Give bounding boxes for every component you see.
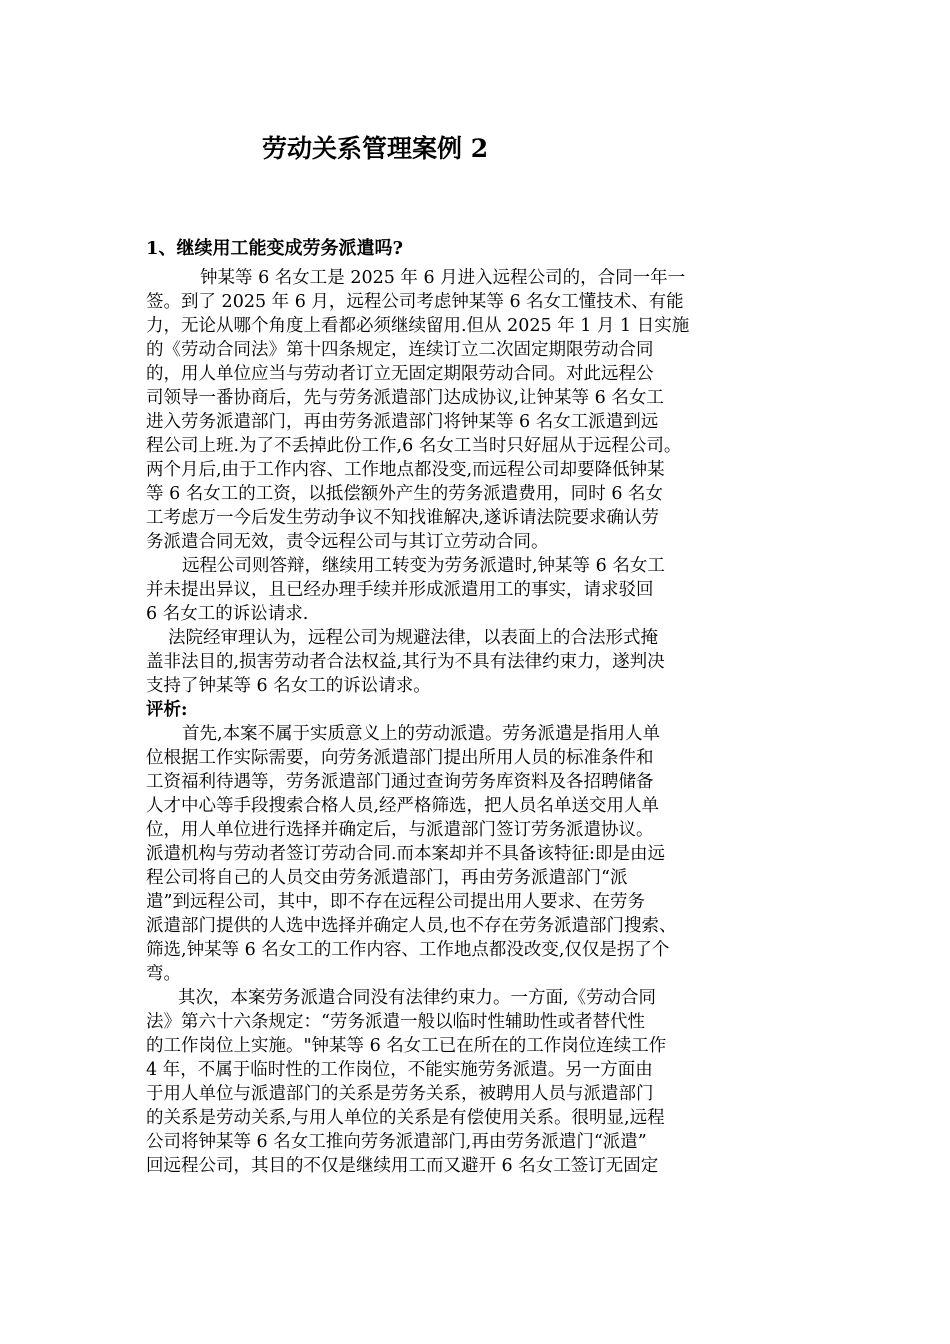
body-line: 6 名女工的诉讼请求. — [146, 604, 309, 624]
body-line: 远程公司则答辩，继续用工转变为劳务派遣时,钟某等 6 名女工 — [182, 556, 665, 576]
body-line: 程公司将自己的人员交由劳务派遣部门，再由劳务派遣部门“派 — [146, 868, 628, 888]
body-line: 派遣机构与劳动者签订劳动合同.而本案却并不具备该特征:即是由远 — [146, 844, 665, 864]
body-line: 位根据工作实际需要，向劳务派遣部门提出所用人员的标准条件和 — [146, 748, 654, 768]
body-line: 两个月后,由于工作内容、工作地点都没变,而远程公司却要降低钟某 — [146, 460, 665, 480]
body-line: 弯。 — [146, 964, 181, 984]
body-line: 首先,本案不属于实质意义上的劳动派遣。劳务派遣是指用人单 — [182, 724, 661, 744]
body-line: 派遣部门提供的人选中选择并确定人员,也不存在劳务派遣部门搜索、 — [146, 916, 677, 936]
body-line: 筛选,钟某等 6 名女工的工作内容、工作地点都没改变,仅仅是拐了个 — [146, 940, 670, 960]
body-line: 的工作岗位上实施。"钟某等 6 名女工已在所在的工作岗位连续工作 — [146, 1036, 667, 1056]
body-line: 的，用人单位应当与劳动者订立无固定期限劳动合同。对此远程公 — [146, 364, 654, 384]
body-line: 的《劳动合同法》第十四条规定，连续订立二次固定期限劳动合同 — [146, 340, 654, 360]
body-line: 工考虑万一今后发生劳动争议不知找谁解决,遂诉请法院要求确认劳 — [146, 508, 660, 528]
body-line: 司领导一番协商后，先与劳务派遣部门达成协议,让钟某等 6 名女工 — [146, 388, 664, 408]
body-line: 并未提出异议，且已经办理手续并形成派遣用工的事实，请求驳回 — [146, 580, 654, 600]
body-line: 位，用人单位进行选择并确定后，与派遣部门签订劳务派遣协议。 — [146, 820, 654, 840]
analysis-heading: 评析: — [146, 700, 188, 720]
body-line: 法》第六十六条规定：“劳务派遣一般以临时性辅助性或者替代性 — [146, 1012, 645, 1032]
body-line: 4 年，不属于临时性的工作岗位，不能实施劳务派遣。另一方面由 — [146, 1060, 653, 1080]
section-heading: 1、继续用工能变成劳务派遣吗? — [146, 238, 404, 259]
body-line: 程公司上班.为了不丢掉此份工作,6 名女工当时只好屈从于远程公司。 — [146, 436, 682, 456]
body-line: 盖非法目的,损害劳动者合法权益,其行为不具有法律约束力，遂判决 — [146, 652, 665, 672]
document-body — [146, 266, 826, 1178]
body-line: 钟某等 6 名女工是 2025 年 6 月进入远程公司的，合同一年一 — [200, 268, 686, 288]
body-line: 等 6 名女工的工资，以抵偿额外产生的劳务派遣费用，同时 6 名女 — [146, 484, 664, 504]
body-line: 人才中心等手段搜索合格人员,经严格筛选，把人员名单送交用人单 — [146, 796, 660, 816]
body-line: 于用人单位与派遣部门的关系是劳务关系，被聘用人员与派遣部门 — [146, 1084, 654, 1104]
body-line: 进入劳务派遣部门，再由劳务派遣部门将钟某等 6 名女工派遣到远 — [146, 412, 659, 432]
body-line: 的关系是劳动关系,与用人单位的关系是有偿使用关系。很明显,远程 — [146, 1108, 665, 1128]
body-line: 签。到了 2025 年 6 月，远程公司考虑钟某等 6 名女工懂技术、有能 — [146, 292, 684, 312]
body-line: 其次，本案劳务派遣合同没有法律约束力。一方面,《劳动合同 — [178, 988, 657, 1008]
document-title: 劳动关系管理案例 2 — [262, 134, 489, 163]
body-line: 支持了钟某等 6 名女工的诉讼请求。 — [146, 676, 431, 696]
body-line: 法院经审理认为，远程公司为规避法律，以表面上的合法形式掩 — [168, 628, 658, 648]
body-line: 务派遣合同无效，责令远程公司与其订立劳动合同。 — [146, 532, 549, 552]
body-line: 遣”到远程公司，其中，即不存在远程公司提出用人要求、在劳务 — [146, 892, 645, 912]
body-line: 力，无论从哪个角度上看都必须继续留用.但从 2025 年 1 月 1 日实施 — [146, 316, 690, 336]
body-line: 工资福利待遇等，劳务派遣部门通过查询劳务库资料及各招聘储备 — [146, 772, 654, 792]
body-line: 回远程公司，其目的不仅是继续用工而又避开 6 名女工签订无固定 — [146, 1156, 659, 1176]
body-line: 公司将钟某等 6 名女工推向劳务派遣部门,再由劳务派遣门“派遣” — [146, 1132, 647, 1152]
